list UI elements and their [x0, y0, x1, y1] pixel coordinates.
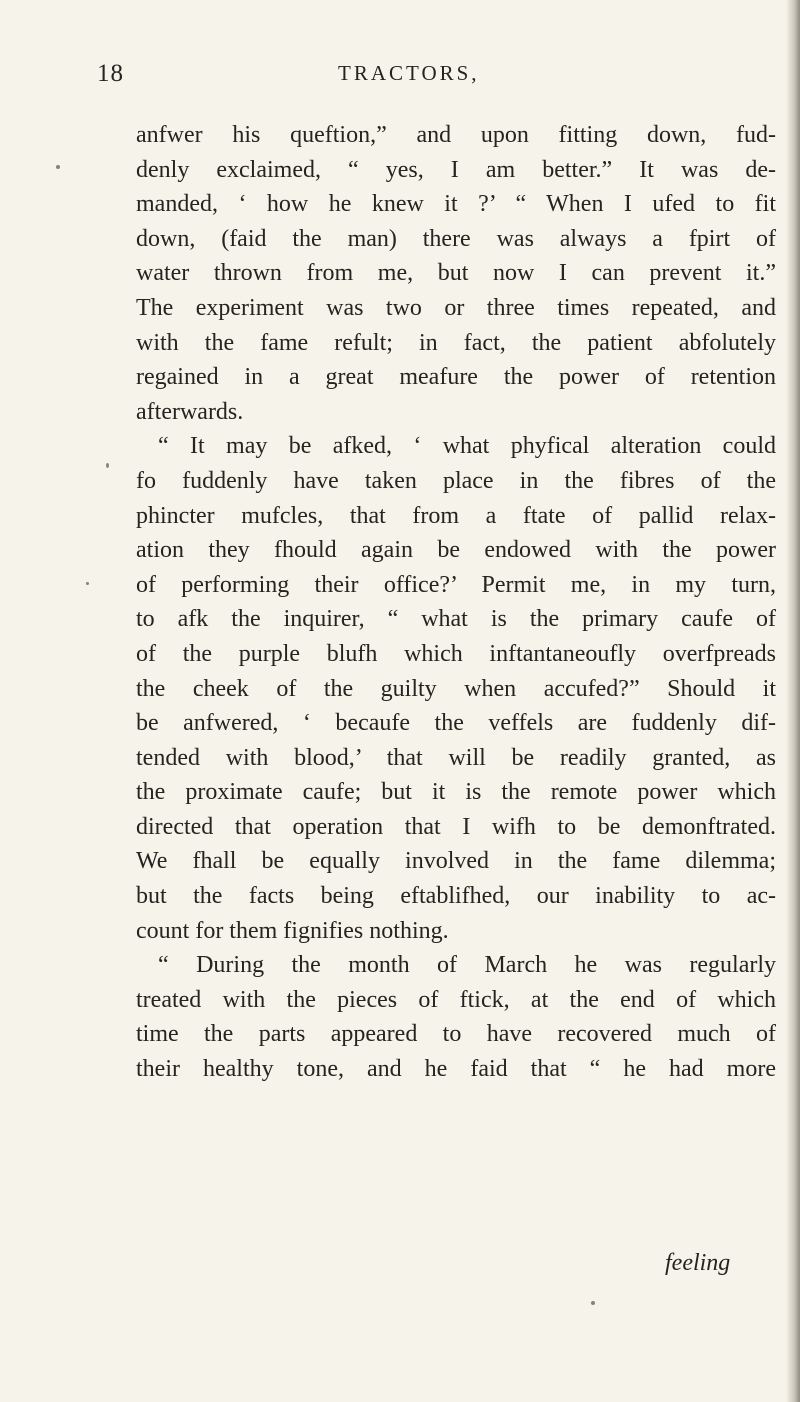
text-line-10: “ It may be afked, ‘ what phyfical alteration could [158, 433, 776, 460]
text-line-26: treated with the pieces of ftick, at the end of which [136, 986, 776, 1013]
text-line-7: with the fame refult; in fact, the patient abfolutely [136, 329, 776, 356]
text-line-14: of performing their office?’ Permit me, in my turn, [136, 571, 776, 598]
text-line-12: phincter mufcles, that from a ftate of pallid relax- [136, 502, 776, 529]
text-line-9: afterwards. [136, 398, 244, 425]
text-line-4: down, (faid the man) there was always a fpirt of [136, 225, 776, 252]
running-title: TRACTORS, [338, 61, 480, 85]
text-line-21: directed that operation that I wifh to be demonftrated. [136, 813, 776, 840]
text-line-15: to afk the inquirer, “ what is the primary caufe of [136, 606, 776, 633]
text-line-2: denly exclaimed, “ yes, I am better.” It was de- [136, 156, 776, 183]
text-line-6: The experiment was two or three times repeated, and [136, 294, 776, 321]
text-line-11: fo fuddenly have taken place in the fibres of the [136, 467, 776, 494]
body-text [136, 118, 776, 1087]
text-line-13: ation they fhould again be endowed with the power [136, 537, 776, 564]
text-line-23: but the facts being eftablifhed, our inability to ac- [136, 883, 776, 910]
page-edge-shadow [786, 0, 800, 1402]
text-line-17: the cheek of the guilty when accufed?” Should it [136, 675, 776, 702]
text-line-1: anfwer his queftion,” and upon fitting down, fud- [136, 122, 776, 148]
text-line-27: time the parts appeared to have recovered much of [136, 1021, 776, 1048]
catchword: feeling [665, 1250, 731, 1276]
text-line-28: their healthy tone, and he faid that “ he had more [136, 1056, 776, 1083]
text-line-16: of the purple blufh which inftantaneoufly overfpreads [136, 640, 776, 667]
text-line-22: We fhall be equally involved in the fame dilemma; [136, 848, 776, 875]
text-line-8: regained in a great meafure the power of retention [136, 364, 776, 391]
text-line-19: tended with blood,’ that will be readily granted, as [136, 744, 776, 771]
text-line-20: the proximate caufe; but it is the remote power which [136, 779, 776, 806]
text-line-24: count for them fignifies nothing. [136, 917, 449, 944]
text-line-25: “ During the month of March he was regularly [158, 952, 776, 979]
text-line-18: be anfwered, ‘ becaufe the veffels are fuddenly dif- [136, 710, 776, 737]
text-line-3: manded, ‘ how he knew it ?’ “ When I ufed to fit [136, 191, 776, 218]
text-line-5: water thrown from me, but now I can prevent it.” [136, 260, 776, 287]
running-head [0, 60, 800, 94]
page-number: 18 [97, 60, 124, 87]
